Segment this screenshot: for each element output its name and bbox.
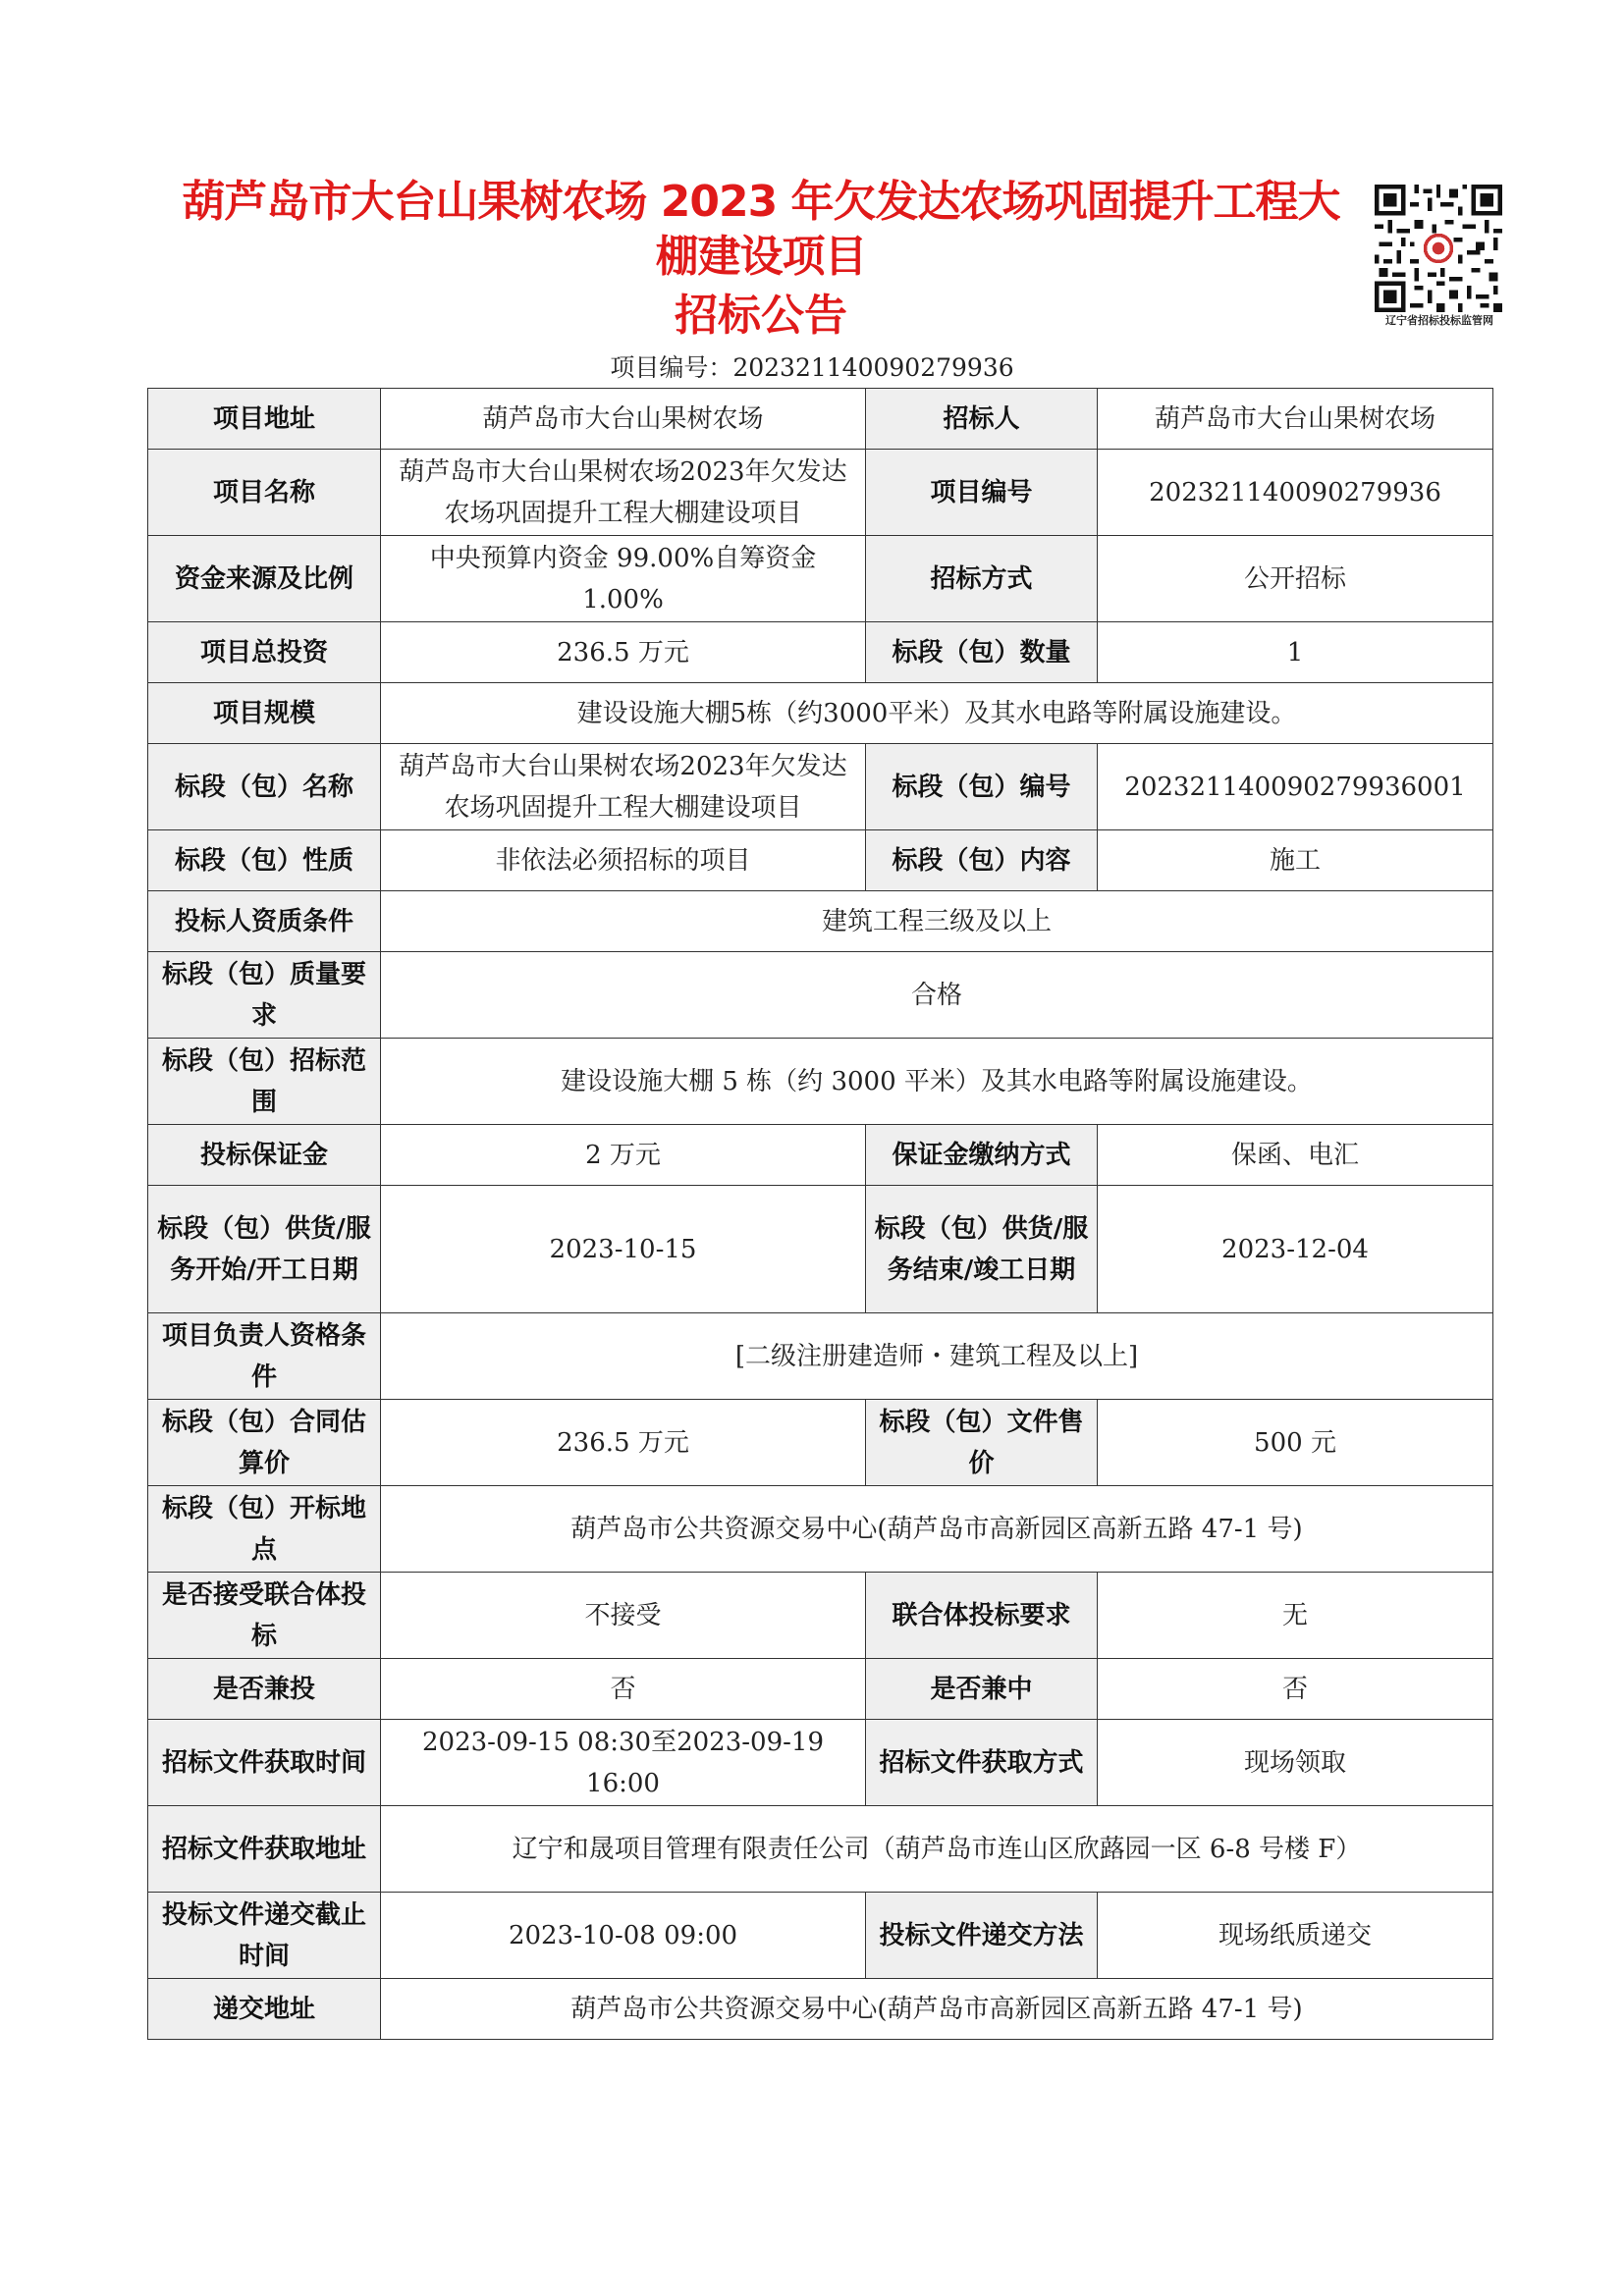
table-row (148, 1573, 1493, 1659)
table-row (148, 1720, 1493, 1806)
value-project-name: 葫芦岛市大台山果树农场2023年欠发达农场巩固提升工程大棚建设项目 (381, 450, 866, 536)
value-submission-method: 现场纸质递交 (1098, 1893, 1493, 1979)
table-row (148, 891, 1493, 952)
label-tender-method: 招标方式 (866, 536, 1098, 622)
label-bond-payment-method: 保证金缴纳方式 (866, 1125, 1098, 1186)
label-manager-qualification: 项目负责人资格条件 (148, 1313, 381, 1400)
value-document-price: 500 元 (1098, 1400, 1493, 1486)
label-project-number: 项目编号 (866, 450, 1098, 536)
value-document-obtain-address: 辽宁和晟项目管理有限责任公司（葫芦岛市连山区欣蕗园一区 6-8 号楼 F） (381, 1806, 1493, 1893)
value-funding-source: 中央预算内资金 99.00%自筹资金 1.00% (381, 536, 866, 622)
table-row (148, 1400, 1493, 1486)
label-document-obtain-method: 招标文件获取方式 (866, 1720, 1098, 1806)
value-multi-bid: 否 (381, 1659, 866, 1720)
label-bid-opening-location: 标段（包）开标地点 (148, 1486, 381, 1573)
table-row (148, 1125, 1493, 1186)
label-lot-number: 标段（包）编号 (866, 744, 1098, 830)
label-document-price: 标段（包）文件售价 (866, 1400, 1098, 1486)
table-row (148, 1486, 1493, 1573)
label-document-obtain-time: 招标文件获取时间 (148, 1720, 381, 1806)
value-submission-address: 葫芦岛市公共资源交易中心(葫芦岛市高新园区高新五路 47-1 号) (381, 1979, 1493, 2040)
value-lot-name: 葫芦岛市大台山果树农场2023年欠发达农场巩固提升工程大棚建设项目 (381, 744, 866, 830)
label-bidder-qualification: 投标人资质条件 (148, 891, 381, 952)
table-row (148, 952, 1493, 1039)
value-submission-deadline: 2023-10-08 09:00 (381, 1893, 866, 1979)
label-submission-method: 投标文件递交方法 (866, 1893, 1098, 1979)
value-lot-content: 施工 (1098, 830, 1493, 891)
label-multi-bid: 是否兼投 (148, 1659, 381, 1720)
label-submission-deadline: 投标文件递交截止时间 (148, 1893, 381, 1979)
table-row (148, 389, 1493, 450)
label-consortium-requirement: 联合体投标要求 (866, 1573, 1098, 1659)
tender-info-table (147, 388, 1493, 2040)
value-multi-win: 否 (1098, 1659, 1493, 1720)
value-document-obtain-time: 2023-09-15 08:30至2023-09-19 16:00 (381, 1720, 866, 1806)
value-total-investment: 236.5 万元 (381, 622, 866, 683)
table-row (148, 1893, 1493, 1979)
value-quality-requirement: 合格 (381, 952, 1493, 1039)
label-end-date: 标段（包）供货/服务结束/竣工日期 (866, 1186, 1098, 1313)
label-project-name: 项目名称 (148, 450, 381, 536)
announcement-title (147, 175, 1375, 347)
label-quality-requirement: 标段（包）质量要求 (148, 952, 381, 1039)
label-funding-source: 资金来源及比例 (148, 536, 381, 622)
table-row (148, 744, 1493, 830)
table-row (148, 830, 1493, 891)
label-bid-bond: 投标保证金 (148, 1125, 381, 1186)
value-manager-qualification: [二级注册建造师・建筑工程及以上] (381, 1313, 1493, 1400)
label-tender-scope: 标段（包）招标范围 (148, 1039, 381, 1125)
value-tender-scope: 建设设施大棚 5 栋（约 3000 平米）及其水电路等附属设施建设。 (381, 1039, 1493, 1125)
value-lot-number: 202321140090279936001 (1098, 744, 1493, 830)
value-bid-bond: 2 万元 (381, 1125, 866, 1186)
label-consortium-accepted: 是否接受联合体投标 (148, 1573, 381, 1659)
value-project-number: 202321140090279936 (1098, 450, 1493, 536)
title-line-3: 招标公告 (675, 291, 847, 341)
value-tender-method: 公开招标 (1098, 536, 1493, 622)
title-line-2: 棚建设项目 (655, 232, 867, 282)
label-document-obtain-address: 招标文件获取地址 (148, 1806, 381, 1893)
table-row (148, 536, 1493, 622)
value-project-scale: 建设设施大棚5栋（约3000平米）及其水电路等附属设施建设。 (381, 683, 1493, 744)
label-multi-win: 是否兼中 (866, 1659, 1098, 1720)
label-lot-count: 标段（包）数量 (866, 622, 1098, 683)
label-lot-name: 标段（包）名称 (148, 744, 381, 830)
value-lot-nature: 非依法必须招标的项目 (381, 830, 866, 891)
label-total-investment: 项目总投资 (148, 622, 381, 683)
table-row (148, 1186, 1493, 1313)
table-row (148, 1659, 1493, 1720)
qr-caption: 辽宁省招标投标监管网 (1385, 314, 1493, 327)
table-row (148, 1039, 1493, 1125)
value-project-address: 葫芦岛市大台山果树农场 (381, 389, 866, 450)
value-bond-payment-method: 保函、电汇 (1098, 1125, 1493, 1186)
table-row (148, 1313, 1493, 1400)
project-number-header: 项目编号：202321140090279936 (610, 353, 1014, 382)
value-contract-estimate: 236.5 万元 (381, 1400, 866, 1486)
qr-code-icon (1375, 185, 1502, 312)
table-row (148, 1979, 1493, 2040)
table-row (148, 1806, 1493, 1893)
label-contract-estimate: 标段（包）合同估算价 (148, 1400, 381, 1486)
label-lot-nature: 标段（包）性质 (148, 830, 381, 891)
label-submission-address: 递交地址 (148, 1979, 381, 2040)
value-tenderer: 葫芦岛市大台山果树农场 (1098, 389, 1493, 450)
value-lot-count: 1 (1098, 622, 1493, 683)
value-consortium-requirement: 无 (1098, 1573, 1493, 1659)
title-line-1: 葫芦岛市大台山果树农场 2023 年欠发达农场巩固提升工程大 (182, 177, 1340, 227)
label-project-scale: 项目规模 (148, 683, 381, 744)
value-consortium-accepted: 不接受 (381, 1573, 866, 1659)
table-row (148, 622, 1493, 683)
value-bid-opening-location: 葫芦岛市公共资源交易中心(葫芦岛市高新园区高新五路 47-1 号) (381, 1486, 1493, 1573)
label-lot-content: 标段（包）内容 (866, 830, 1098, 891)
value-bidder-qualification: 建筑工程三级及以上 (381, 891, 1493, 952)
value-end-date: 2023-12-04 (1098, 1186, 1493, 1313)
label-project-address: 项目地址 (148, 389, 381, 450)
label-tenderer: 招标人 (866, 389, 1098, 450)
value-document-obtain-method: 现场领取 (1098, 1720, 1493, 1806)
label-start-date: 标段（包）供货/服务开始/开工日期 (148, 1186, 381, 1313)
value-start-date: 2023-10-15 (381, 1186, 866, 1313)
table-row (148, 450, 1493, 536)
table-row (148, 683, 1493, 744)
